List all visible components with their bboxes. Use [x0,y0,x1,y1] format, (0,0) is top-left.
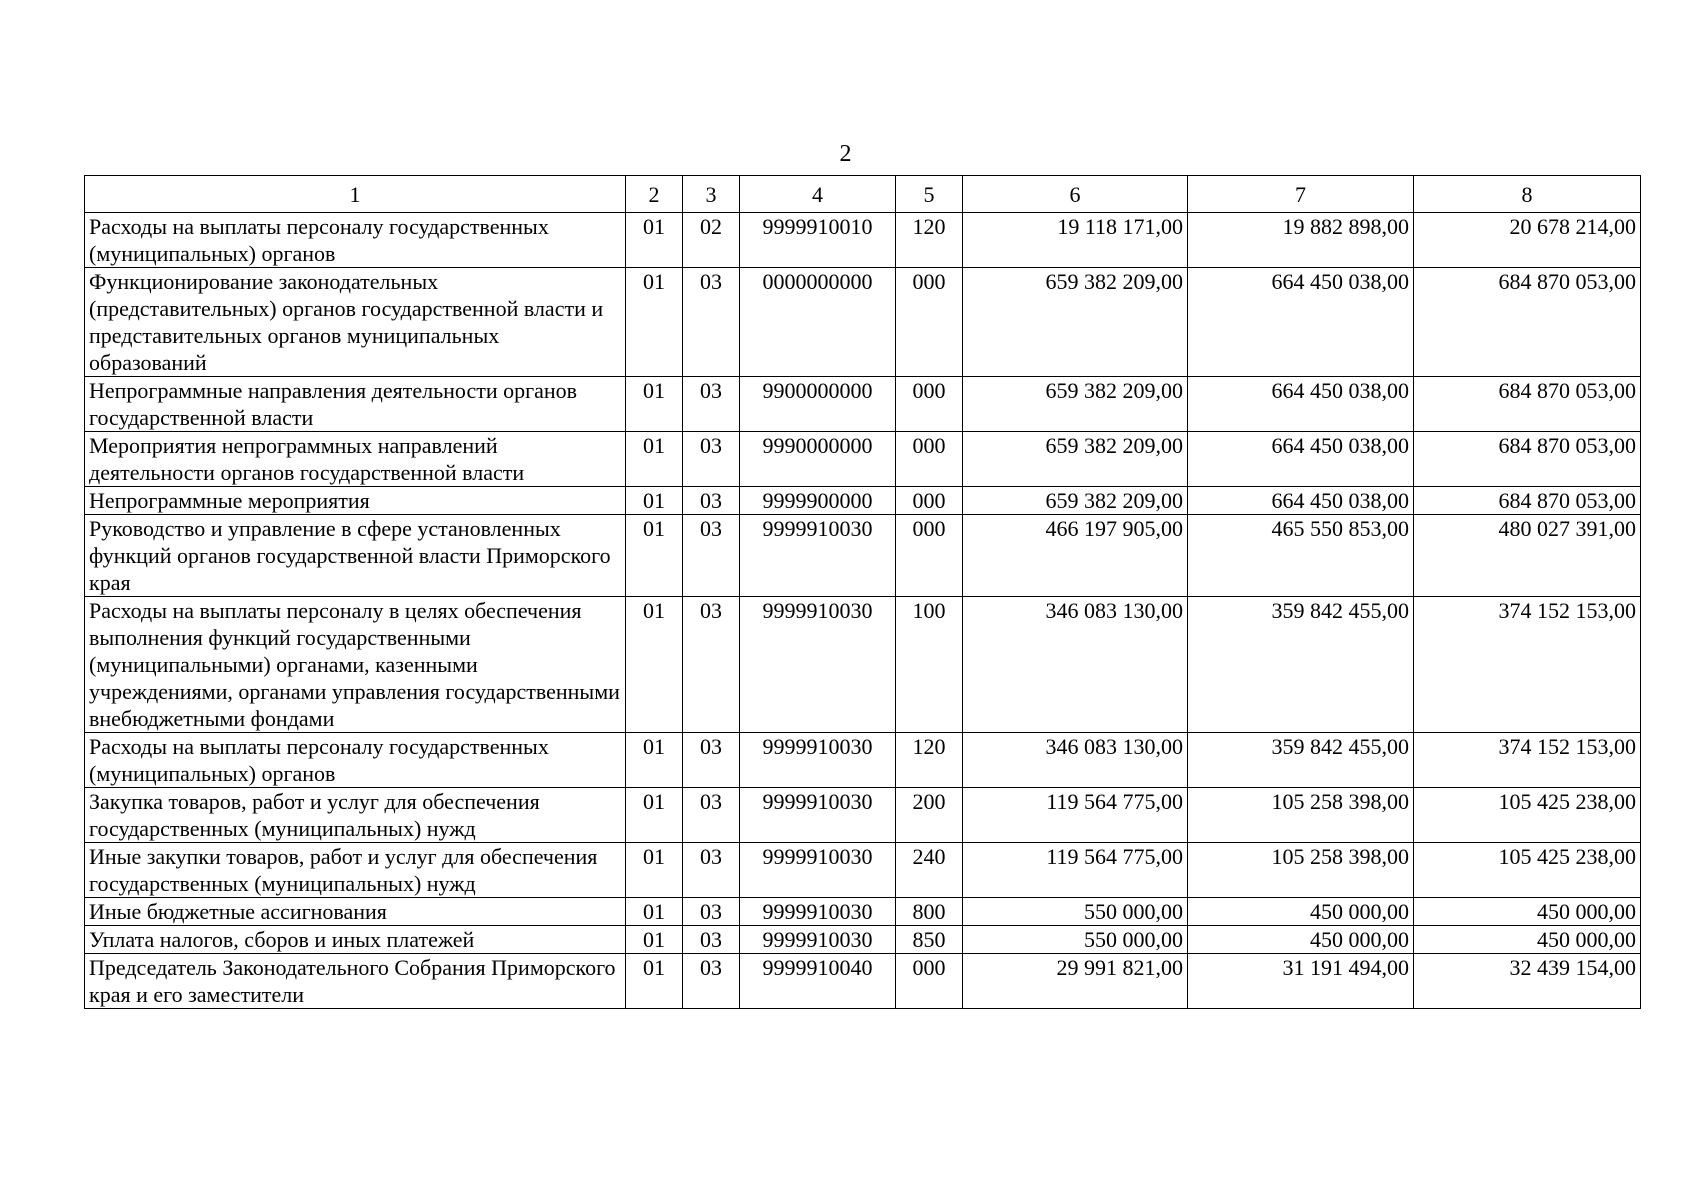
subsection-code: 03 [683,733,740,788]
amount-column-7: 359 842 455,00 [1188,733,1414,788]
amount-column-7: 664 450 038,00 [1188,377,1414,432]
amount-column-7: 664 450 038,00 [1188,487,1414,515]
table-row [85,432,1641,487]
amount-column-6: 659 382 209,00 [963,268,1188,377]
amount-column-8: 450 000,00 [1414,926,1641,954]
target-article-code: 0000000000 [740,268,896,377]
subsection-code: 03 [683,898,740,926]
table-row [85,954,1641,1009]
section-code: 01 [626,515,683,597]
expense-type-code: 000 [896,268,963,377]
subsection-code: 03 [683,843,740,898]
amount-column-7: 450 000,00 [1188,926,1414,954]
expense-type-code: 000 [896,377,963,432]
amount-column-7: 105 258 398,00 [1188,788,1414,843]
row-name: Иные закупки товаров, работ и услуг для обеспечения государственных (муниципальных) нужд [85,843,626,898]
section-code: 01 [626,377,683,432]
section-code: 01 [626,898,683,926]
row-name: Непрограммные мероприятия [85,487,626,515]
subsection-code: 03 [683,954,740,1009]
target-article-code: 9999910030 [740,597,896,733]
subsection-code: 03 [683,268,740,377]
target-article-code: 9990000000 [740,432,896,487]
column-header: 6 [963,176,1188,213]
table-row [85,733,1641,788]
expense-type-code: 100 [896,597,963,733]
page-number: 2 [839,141,852,167]
amount-column-7: 19 882 898,00 [1188,213,1414,268]
amount-column-7: 105 258 398,00 [1188,843,1414,898]
target-article-code: 9999910040 [740,954,896,1009]
amount-column-6: 119 564 775,00 [963,788,1188,843]
amount-column-8: 450 000,00 [1414,898,1641,926]
amount-column-6: 659 382 209,00 [963,432,1188,487]
subsection-code: 03 [683,515,740,597]
amount-column-6: 119 564 775,00 [963,843,1188,898]
table-row [85,515,1641,597]
target-article-code: 9999910030 [740,843,896,898]
section-code: 01 [626,788,683,843]
amount-column-8: 684 870 053,00 [1414,487,1641,515]
row-name: Председатель Законодательного Собрания Приморского края и его заместители [85,954,626,1009]
expense-type-code: 850 [896,926,963,954]
target-article-code: 9999910030 [740,926,896,954]
amount-column-8: 480 027 391,00 [1414,515,1641,597]
target-article-code: 9900000000 [740,377,896,432]
target-article-code: 9999900000 [740,487,896,515]
table-row [85,843,1641,898]
section-code: 01 [626,926,683,954]
table-row [85,926,1641,954]
row-name: Расходы на выплаты персоналу государственных (муниципальных) органов [85,733,626,788]
table-row [85,597,1641,733]
amount-column-7: 465 550 853,00 [1188,515,1414,597]
amount-column-8: 105 425 238,00 [1414,788,1641,843]
amount-column-6: 466 197 905,00 [963,515,1188,597]
expense-type-code: 120 [896,213,963,268]
amount-column-8: 105 425 238,00 [1414,843,1641,898]
amount-column-8: 20 678 214,00 [1414,213,1641,268]
subsection-code: 03 [683,377,740,432]
expense-type-code: 000 [896,432,963,487]
column-header: 1 [85,176,626,213]
amount-column-8: 684 870 053,00 [1414,377,1641,432]
section-code: 01 [626,733,683,788]
expense-type-code: 000 [896,515,963,597]
expense-type-code: 000 [896,487,963,515]
amount-column-7: 664 450 038,00 [1188,268,1414,377]
amount-column-6: 19 118 171,00 [963,213,1188,268]
row-name: Руководство и управление в сфере установленных функций органов государственной власти Приморского края [85,515,626,597]
section-code: 01 [626,268,683,377]
row-name: Закупка товаров, работ и услуг для обеспечения государственных (муниципальных) нужд [85,788,626,843]
column-header: 4 [740,176,896,213]
header-row [85,176,1641,213]
section-code: 01 [626,487,683,515]
expense-type-code: 240 [896,843,963,898]
amount-column-7: 31 191 494,00 [1188,954,1414,1009]
section-code: 01 [626,954,683,1009]
row-name: Иные бюджетные ассигнования [85,898,626,926]
amount-column-7: 359 842 455,00 [1188,597,1414,733]
amount-column-8: 684 870 053,00 [1414,432,1641,487]
table-row [85,268,1641,377]
subsection-code: 03 [683,788,740,843]
column-header: 2 [626,176,683,213]
table-row [85,377,1641,432]
subsection-code: 02 [683,213,740,268]
amount-column-6: 550 000,00 [963,898,1188,926]
row-name: Расходы на выплаты персоналу государственных (муниципальных) органов [85,213,626,268]
row-name: Мероприятия непрограммных направлений деятельности органов государственной власти [85,432,626,487]
row-name: Уплата налогов, сборов и иных платежей [85,926,626,954]
amount-column-6: 346 083 130,00 [963,597,1188,733]
table-row [85,788,1641,843]
amount-column-6: 29 991 821,00 [963,954,1188,1009]
subsection-code: 03 [683,926,740,954]
amount-column-6: 346 083 130,00 [963,733,1188,788]
subsection-code: 03 [683,487,740,515]
amount-column-8: 374 152 153,00 [1414,597,1641,733]
row-name: Непрограммные направления деятельности органов государственной власти [85,377,626,432]
table-row [85,213,1641,268]
amount-column-8: 684 870 053,00 [1414,268,1641,377]
row-name: Функционирование законодательных (представительных) органов государственной власти и представительных органов муниципальных образований [85,268,626,377]
subsection-code: 03 [683,597,740,733]
column-header: 5 [896,176,963,213]
column-header: 7 [1188,176,1414,213]
expense-type-code: 800 [896,898,963,926]
amount-column-6: 659 382 209,00 [963,377,1188,432]
target-article-code: 9999910030 [740,733,896,788]
subsection-code: 03 [683,432,740,487]
column-header: 8 [1414,176,1641,213]
target-article-code: 9999910030 [740,515,896,597]
target-article-code: 9999910010 [740,213,896,268]
amount-column-6: 550 000,00 [963,926,1188,954]
expense-type-code: 120 [896,733,963,788]
amount-column-7: 664 450 038,00 [1188,432,1414,487]
amount-column-8: 374 152 153,00 [1414,733,1641,788]
table-row [85,898,1641,926]
amount-column-6: 659 382 209,00 [963,487,1188,515]
expense-type-code: 000 [896,954,963,1009]
section-code: 01 [626,213,683,268]
section-code: 01 [626,597,683,733]
section-code: 01 [626,843,683,898]
amount-column-7: 450 000,00 [1188,898,1414,926]
target-article-code: 9999910030 [740,788,896,843]
target-article-code: 9999910030 [740,898,896,926]
row-name: Расходы на выплаты персоналу в целях обеспечения выполнения функций государственными (муниципальными) органами, казенными учреждениями, органами управления государственными внебюджетными фондами [85,597,626,733]
budget-table [84,175,1641,1009]
table-row [85,487,1641,515]
column-header: 3 [683,176,740,213]
amount-column-8: 32 439 154,00 [1414,954,1641,1009]
expense-type-code: 200 [896,788,963,843]
section-code: 01 [626,432,683,487]
